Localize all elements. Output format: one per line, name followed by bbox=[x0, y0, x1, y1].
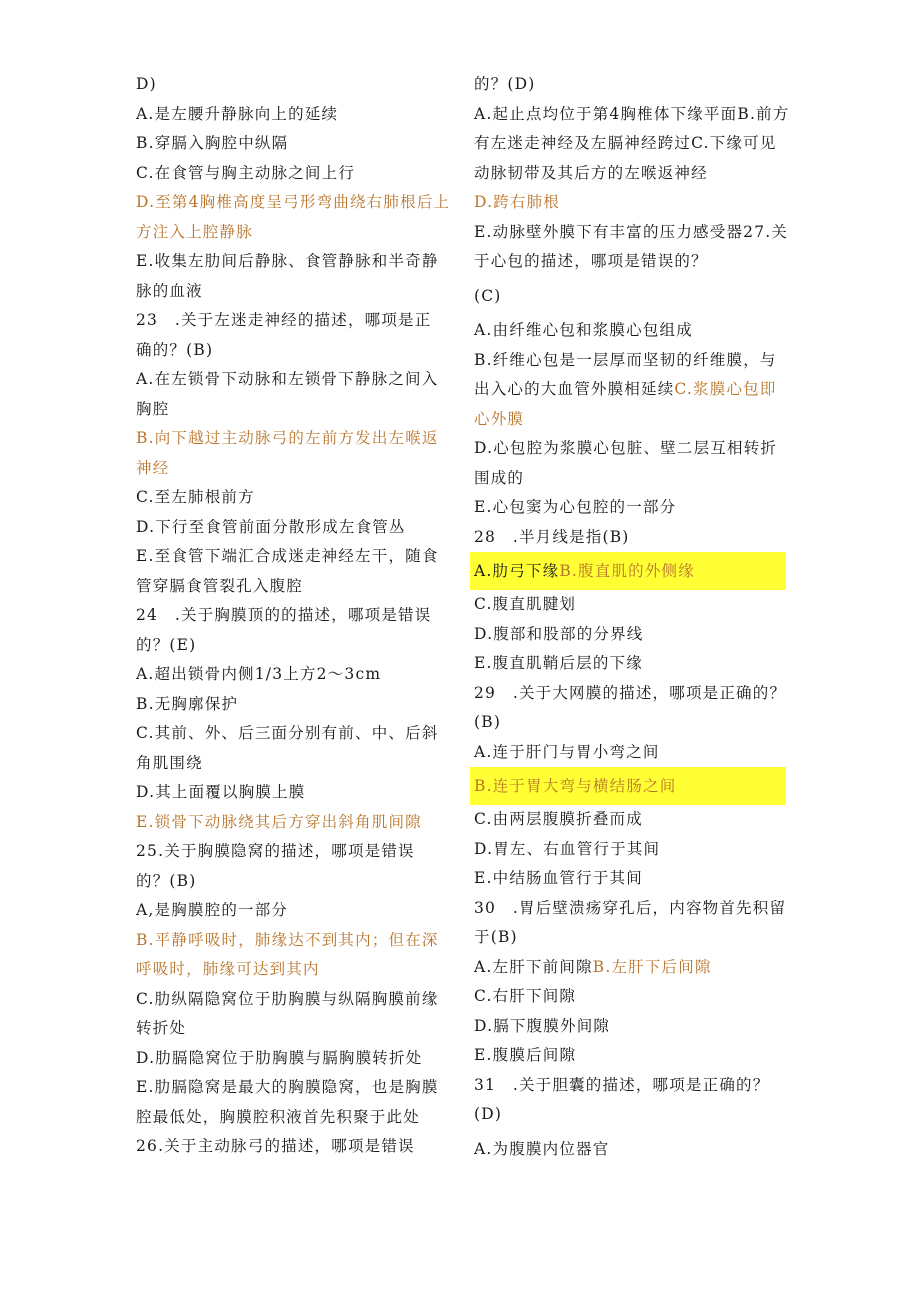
text-line: E.腹直肌鞘后层的下缘 bbox=[474, 654, 643, 672]
text-line: C.在食管与胸主动脉之间上行 bbox=[136, 163, 356, 182]
text-line: 围成的 bbox=[474, 468, 525, 487]
answer-text: C.浆膜心包即 bbox=[674, 380, 777, 398]
text-line: E.腹膜后间隙 bbox=[474, 1046, 577, 1064]
text-line: B.无胸廓保护 bbox=[136, 694, 239, 713]
highlighted-answer-line bbox=[470, 552, 786, 590]
text-line: E.动脉壁外膜下有丰富的压力感受器27.关 bbox=[474, 222, 789, 241]
text-line: 25.关于胸膜隐窝的描述，哪项是错误 bbox=[136, 842, 415, 860]
text-line: (C) bbox=[474, 286, 502, 305]
option-text: A.左肝下前间隙 bbox=[474, 957, 593, 976]
text-line bbox=[474, 953, 786, 983]
text-line: 31 .关于胆囊的描述，哪项是正确的？ bbox=[474, 1075, 770, 1094]
text-line: A.由纤维心包和浆膜心包组成 bbox=[474, 321, 693, 339]
text-line: D.心包腔为浆膜心包脏、壁二层互相转折 bbox=[474, 439, 778, 457]
text-line: E.心包窦为心包腔的一部分 bbox=[474, 498, 677, 516]
option-text: B.纤维心包是一层厚而坚韧的纤维膜，与 bbox=[474, 350, 777, 369]
text-line: B.穿膈入胸腔中纵隔 bbox=[136, 134, 289, 152]
text-line: A.起止点均位于第4胸椎体下缘平面B.前方 bbox=[474, 104, 790, 123]
text-line: D.胃左、右血管行于其间 bbox=[474, 839, 661, 858]
text-line: E.中结肠血管行于其间 bbox=[474, 869, 643, 887]
text-line: C.肋纵隔隐窝位于肋胸膜与纵隔胸膜前缘 bbox=[136, 989, 439, 1008]
text-line: 26.关于主动脉弓的描述，哪项是错误 bbox=[136, 1137, 415, 1155]
answer-text: B.腹直肌的外侧缘 bbox=[559, 562, 695, 580]
answer-line: D.跨右肺根 bbox=[474, 193, 561, 211]
text-line: 24 .关于胸膜顶的的描述，哪项是错误 bbox=[136, 606, 432, 624]
answer-line: E.锁骨下动脉绕其后方穿出斜角肌间隙 bbox=[136, 812, 422, 831]
answer-line: B.向下越过主动脉弓的左前方发出左喉返 bbox=[136, 429, 439, 447]
text-line: 的？(D) bbox=[474, 75, 536, 93]
text-line: D.肋膈隐窝位于肋胸膜与膈胸膜转折处 bbox=[136, 1048, 423, 1067]
text-line: 于心包的描述，哪项是错误的？ bbox=[474, 252, 708, 270]
option-text: A.肋弓下缘 bbox=[474, 562, 560, 580]
text-line: E.肋膈隐窝是最大的胸膜隐窝，也是胸膜 bbox=[136, 1078, 439, 1096]
answer-line: D.至第4胸椎高度呈弓形弯曲绕右肺根后上 bbox=[136, 193, 451, 211]
answer-text: B.左肝下后间隙 bbox=[592, 957, 712, 976]
highlighted-answer-line: B.连于胃大弯与横结肠之间 bbox=[470, 767, 786, 805]
text-line: E.至食管下端汇合成迷走神经左干，随食 bbox=[136, 547, 439, 565]
text-line: C.由两层腹膜折叠而成 bbox=[474, 810, 643, 828]
answer-line: 心外膜 bbox=[474, 409, 525, 428]
text-line: C.腹直肌腱划 bbox=[474, 595, 577, 613]
text-line: A.在左锁骨下动脉和左锁骨下静脉之间入 bbox=[136, 370, 439, 388]
text-line: 29 .关于大网膜的描述，哪项是正确的？ bbox=[474, 683, 787, 702]
text-line: A.为腹膜内位器官 bbox=[474, 1139, 610, 1158]
text-line: (B) bbox=[474, 713, 502, 731]
text-line: 确的？(B) bbox=[136, 340, 214, 359]
text-line bbox=[474, 346, 786, 376]
text-line: C.其前、外、后三面分别有前、中、后斜 bbox=[136, 724, 439, 742]
text-line: D.腹部和股部的分界线 bbox=[474, 624, 644, 643]
text-line: 的？(E) bbox=[136, 635, 197, 654]
text-line: D) bbox=[136, 75, 157, 93]
text-line: A.是左腰升静脉向上的延续 bbox=[136, 104, 339, 123]
text-line: 角肌围绕 bbox=[136, 753, 203, 772]
text-line: D.下行至食管前面分散形成左食管丛 bbox=[136, 517, 406, 536]
text-line: C.至左肺根前方 bbox=[136, 488, 255, 506]
text-line: A.超出锁骨内侧1/3上方2～3cm bbox=[136, 665, 382, 683]
right-column bbox=[474, 70, 790, 1164]
text-line: 脉的血液 bbox=[136, 281, 203, 300]
answer-line: 方注入上腔静脉 bbox=[136, 222, 253, 241]
left-column bbox=[136, 70, 451, 1162]
text-line: D.其上面覆以胸膜上膜 bbox=[136, 783, 306, 801]
text-line: D.膈下腹膜外间隙 bbox=[474, 1016, 611, 1035]
answer-line: 呼吸时，肺缘可达到其内 bbox=[136, 960, 320, 978]
text-line: 管穿膈食管裂孔入腹腔 bbox=[136, 576, 304, 595]
text-line: 有左迷走神经及左膈神经跨过C.下缘可见 bbox=[474, 134, 777, 152]
answer-line: B.平静呼吸时，肺缘达不到其内；但在深 bbox=[136, 930, 439, 949]
text-line bbox=[474, 375, 786, 405]
text-line: 胸腔 bbox=[136, 399, 170, 418]
answer-line: 神经 bbox=[136, 458, 170, 477]
option-text: 出入心的大血管外膜相延续 bbox=[474, 380, 675, 398]
text-line: 腔最低处，胸膜腔积液首先积聚于此处 bbox=[136, 1107, 420, 1126]
text-line: E.收集左肋间后静脉、食管静脉和半奇静 bbox=[136, 252, 439, 270]
text-line: 的？(B) bbox=[136, 871, 197, 890]
text-line: 28 .半月线是指(B) bbox=[474, 527, 630, 546]
text-line: (D) bbox=[474, 1105, 503, 1123]
text-line: 动脉韧带及其后方的左喉返神经 bbox=[474, 163, 708, 182]
text-line: A.连于肝门与胃小弯之间 bbox=[474, 742, 660, 761]
text-line: C.右肝下间隙 bbox=[474, 987, 577, 1005]
text-line: 30 .胃后壁溃疡穿孔后，内容物首先积留 bbox=[474, 898, 787, 917]
text-line: 23 .关于左迷走神经的描述，哪项是正 bbox=[136, 311, 432, 329]
text-line: 于(B) bbox=[474, 928, 518, 946]
text-line: A,是胸膜腔的一部分 bbox=[136, 901, 289, 919]
text-line: 转折处 bbox=[136, 1019, 187, 1037]
